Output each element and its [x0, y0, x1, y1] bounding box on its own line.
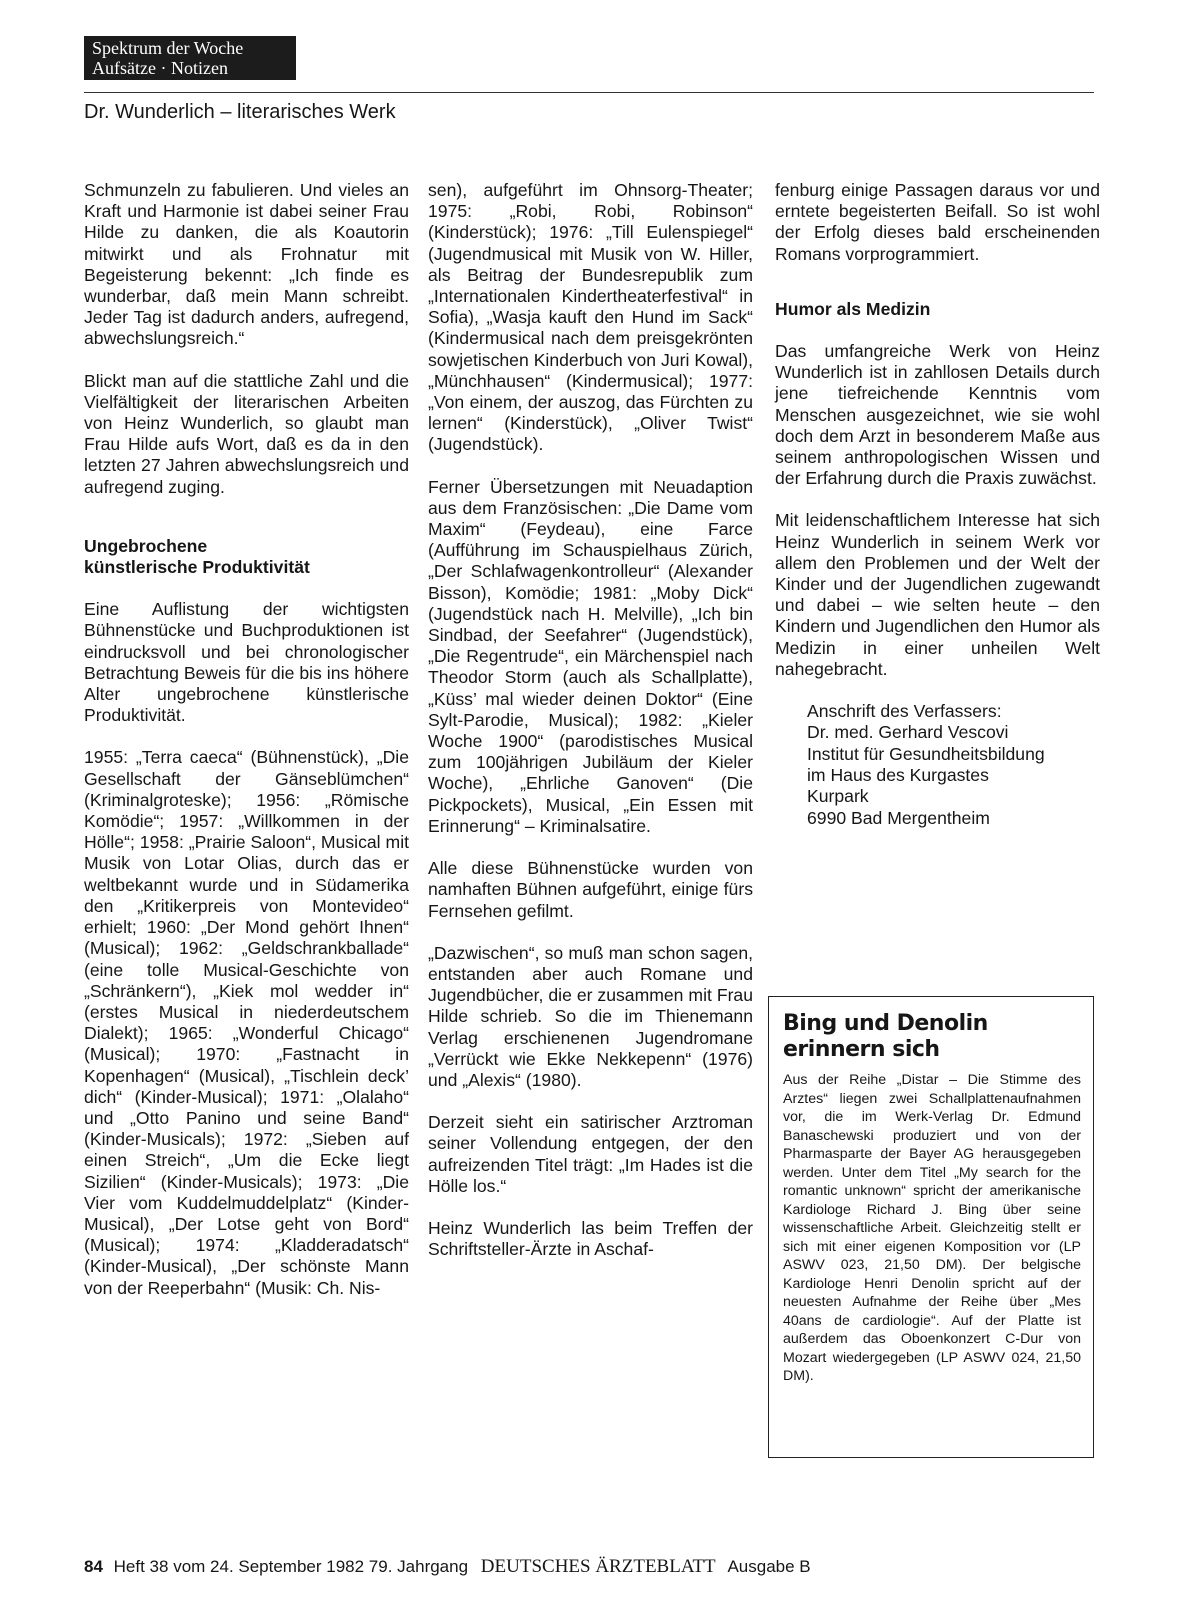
paragraph: Alle diese Bühnenstücke wurden von namhaften Bühnen aufgeführt, einige fürs Fernsehen gefilmt.: [428, 858, 753, 921]
address-line: Kurpark: [807, 786, 869, 807]
section-heading: Humor als Medizin: [775, 298, 931, 319]
paragraph: Ferner Übersetzungen mit Neuadaption aus dem Französischen: „Die Dame vom Maxim“ (Feydeau), eine Farce (Aufführung im Schauspielhaus Zürich, „Der Schlafwagenkontrolleur“ (Alexander Bisson), Komödie; 1981: „Moby Dick“ (Jugendstück nach H. Melville), „Ich bin Sindbad, der Seefahrer“ (Jugendstück), „Die Regentrude“, ein Märchenspiel nach Theodor Storm (auch als Schallplatte), „Küss’ mal wieder deinen Doktor“ (Eine Sylt-Parodie, Musical); 1982: „Kieler Woche 1900“ (parodistisches Musical zum 100jährigen Jubiläum der Kieler Woche), „Ehrliche Ganoven“ (Die Pickpockets), Musical, „Ein Essen mit Erinnerung“ – Kriminalsatire.: [428, 476, 753, 836]
section-sublabel: Aufsätze · Notizen: [92, 58, 228, 78]
address-line: 6990 Bad Mergentheim: [807, 807, 990, 828]
paragraph: 1955: „Terra caeca“ (Bühnenstück), „Die Gesellschaft der Gänseblümchen“ (Kriminalgroteske); 1956: „Römische Komödie“; 1957: „Willkommen in der Hölle“; 1958: „Prairie Saloon“, Musical mit Musik von Lotar Olias, durch das er weltbekannt wurde und in Südamerika den „Kritikerpreis von Montevideo“ erhielt; 1960: „Der Mond gehört Ihnen“ (Musical); 1962: „Geldschrankballade“ (eine tolle Musical-Geschichte von „Schränkern“), „Kiek mol wedder in“ (erstes Musical in niederdeutschem Dialekt); 1965: „Wonderful Chicago“ (Musical); 1970: „Fastnacht in Kopenhagen“ (Musical), „Tischlein deck’ dich“ (Kinder-Musical); 1971: „Olalaho“ und „Otto Panino und seine Band“ (Kinder-Musicals); 1972: „Sieben auf einen Streich“, „Um die Ecke liegt Sizilien“ (Kinder-Musicals); 1973: „Die Vier vom Kuddelmuddelplatz“ (Kinder-Musical), „Der Lotse geht von Bord“ (Musical); 1974: „Kladderadatsch“ (Kinder-Musical), „Der schönste Mann von der Reeperbahn“ (Musik: Ch. Nis-: [84, 747, 409, 1298]
column-middle: [428, 180, 753, 1281]
sidebar-title: [783, 1011, 1081, 1063]
paragraph: Eine Auflistung der wichtigsten Bühnenstücke und Buchproduktionen ist eindrucksvoll und bei chronologischer Betrachtung Beweis für die bis ins höhere Alter ungebrochene künstlerische Produktivität.: [84, 599, 409, 726]
edition-label: Ausgabe B: [727, 1557, 811, 1576]
heading-line: Ungebrochene: [84, 535, 208, 556]
sidebar-title-line: Bing und Denolin: [783, 1011, 988, 1036]
sidebar-box: [768, 996, 1094, 1458]
section-badge: [84, 36, 296, 80]
paragraph: Das umfangreiche Werk von Heinz Wunderlich ist in zahllosen Details durch jene tiefreichende Kenntnis vom Menschen ausgezeichnet, wie sie wohl doch dem Arzt in besonderem Maße aus seinem anthropologischen Wissen und der Erfahrung durch die Praxis zuwächst.: [775, 341, 1100, 489]
paragraph: fenburg einige Passagen daraus vor und erntete begeisterten Beifall. So ist wohl der Erfolg dieses bald erscheinenden Romans vorprogrammiert.: [775, 180, 1100, 264]
heading-line: künstlerische Produktivität: [84, 557, 310, 578]
author-address: [807, 701, 1100, 829]
page-footer: [84, 1556, 811, 1578]
header-rule: [84, 92, 1094, 93]
sidebar-body: Aus der Reihe „Distar – Die Stimme des Arztes“ liegen zwei Schallplattenaufnahmen vor, die im Werk-Verlag Dr. Edmund Banaschewski produziert und von der Pharmasparte der Bayer AG herausgegeben werden. Unter dem Titel „My search for the romantic unknown“ spricht der amerikanische Kardiologe Richard J. Bing über seine wissenschaftliche Arbeit. Gleichzeitig stellt er sich mit einer eigenen Komposition vor (LP ASWV 023, 21,50 DM). Der belgische Kardiologe Henri Denolin spricht auf der neuesten Aufnahme der Reihe über „Mes 40ans de cardiologie“. Auf der Platte ist außerdem das Oboenkonzert C-Dur von Mozart wiedergegeben (LP ASWV 024, 21,50 DM).: [783, 1072, 1081, 1384]
issue-info: Heft 38 vom 24. September 1982 79. Jahrgang: [113, 1557, 469, 1576]
section-heading: [84, 536, 409, 578]
paragraph: Heinz Wunderlich las beim Treffen der Schriftsteller-Ärzte in Aschaf-: [428, 1217, 753, 1260]
paragraph: Mit leidenschaftlichem Interesse hat sich Heinz Wunderlich in seinem Werk vor allem den Problemen und der Welt der Kinder und der Jugendlichen zugewandt und dabei – wie selten heute – den Kindern und Jugendlichen den Humor als Medizin in einer unheilen Welt nahegebracht.: [775, 510, 1100, 679]
paragraph: Schmunzeln zu fabulieren. Und vieles an Kraft und Harmonie ist dabei seiner Frau Hilde zu danken, die als Koautorin mitwirkt und als Frohnatur mit Begeisterung bekennt: „Ich finde es wunderbar, daß mein Mann schreibt. Jeder Tag ist dadurch anders, aufregend, abwechslungsreich.“: [84, 180, 409, 349]
column-left: [84, 180, 409, 1320]
address-line: Anschrift des Verfassers:: [807, 701, 1002, 722]
paragraph: „Dazwischen“, so muß man schon sagen, entstanden aber auch Romane und Jugendbücher, die er zusammen mit Frau Hilde schrieb. So die im Thienemann Verlag erschienenen Jugendromane „Verrückt wie Ekke Nekkepenn“ (1976) und „Alexis“ (1980).: [428, 942, 753, 1090]
running-head: Dr. Wunderlich – literarisches Werk: [84, 101, 396, 123]
section-label: Spektrum der Woche: [92, 38, 244, 58]
page-number: 84: [84, 1557, 103, 1576]
paragraph: Blickt man auf die stattliche Zahl und die Vielfältigkeit der literarischen Arbeiten von Heinz Wunderlich, so glaubt man Frau Hilde aufs Wort, daß es da in den letzten 27 Jahren abwechslungsreich und aufregend zuging.: [84, 370, 409, 497]
paragraph: sen), aufgeführt im Ohnsorg-Theater; 1975: „Robi, Robi, Robinson“ (Kinderstück); 1976: „Till Eulenspiegel“ (Jugendmusical mit Musik von W. Hiller, als Beitrag der Bundesrepublik zum „Internationalen Kindertheaterfestival“ in Sofia), „Wasja kauft den Hund im Sack“ (Kindermusical nach dem preisgekrönten sowjetischen Kinderbuch von Juri Kowal), „Münchhausen“ (Kindermusical); 1977: „Von einem, der auszog, das Fürchten zu lernen“ (Kinderstück), „Oliver Twist“ (Jugendstück).: [428, 180, 753, 455]
paragraph: Derzeit sieht ein satirischer Arztroman seiner Vollendung entgegen, der den aufreizenden Titel trägt: „Im Hades ist die Hölle los.“: [428, 1112, 753, 1196]
address-line: Institut für Gesundheitsbildung: [807, 743, 1045, 764]
column-right: [775, 180, 1100, 829]
sidebar-title-line: erinnern sich: [783, 1037, 940, 1062]
address-line: Dr. med. Gerhard Vescovi: [807, 722, 1009, 743]
address-line: im Haus des Kurgastes: [807, 764, 989, 785]
journal-name: DEUTSCHES ÄRZTEBLATT: [480, 1556, 716, 1577]
